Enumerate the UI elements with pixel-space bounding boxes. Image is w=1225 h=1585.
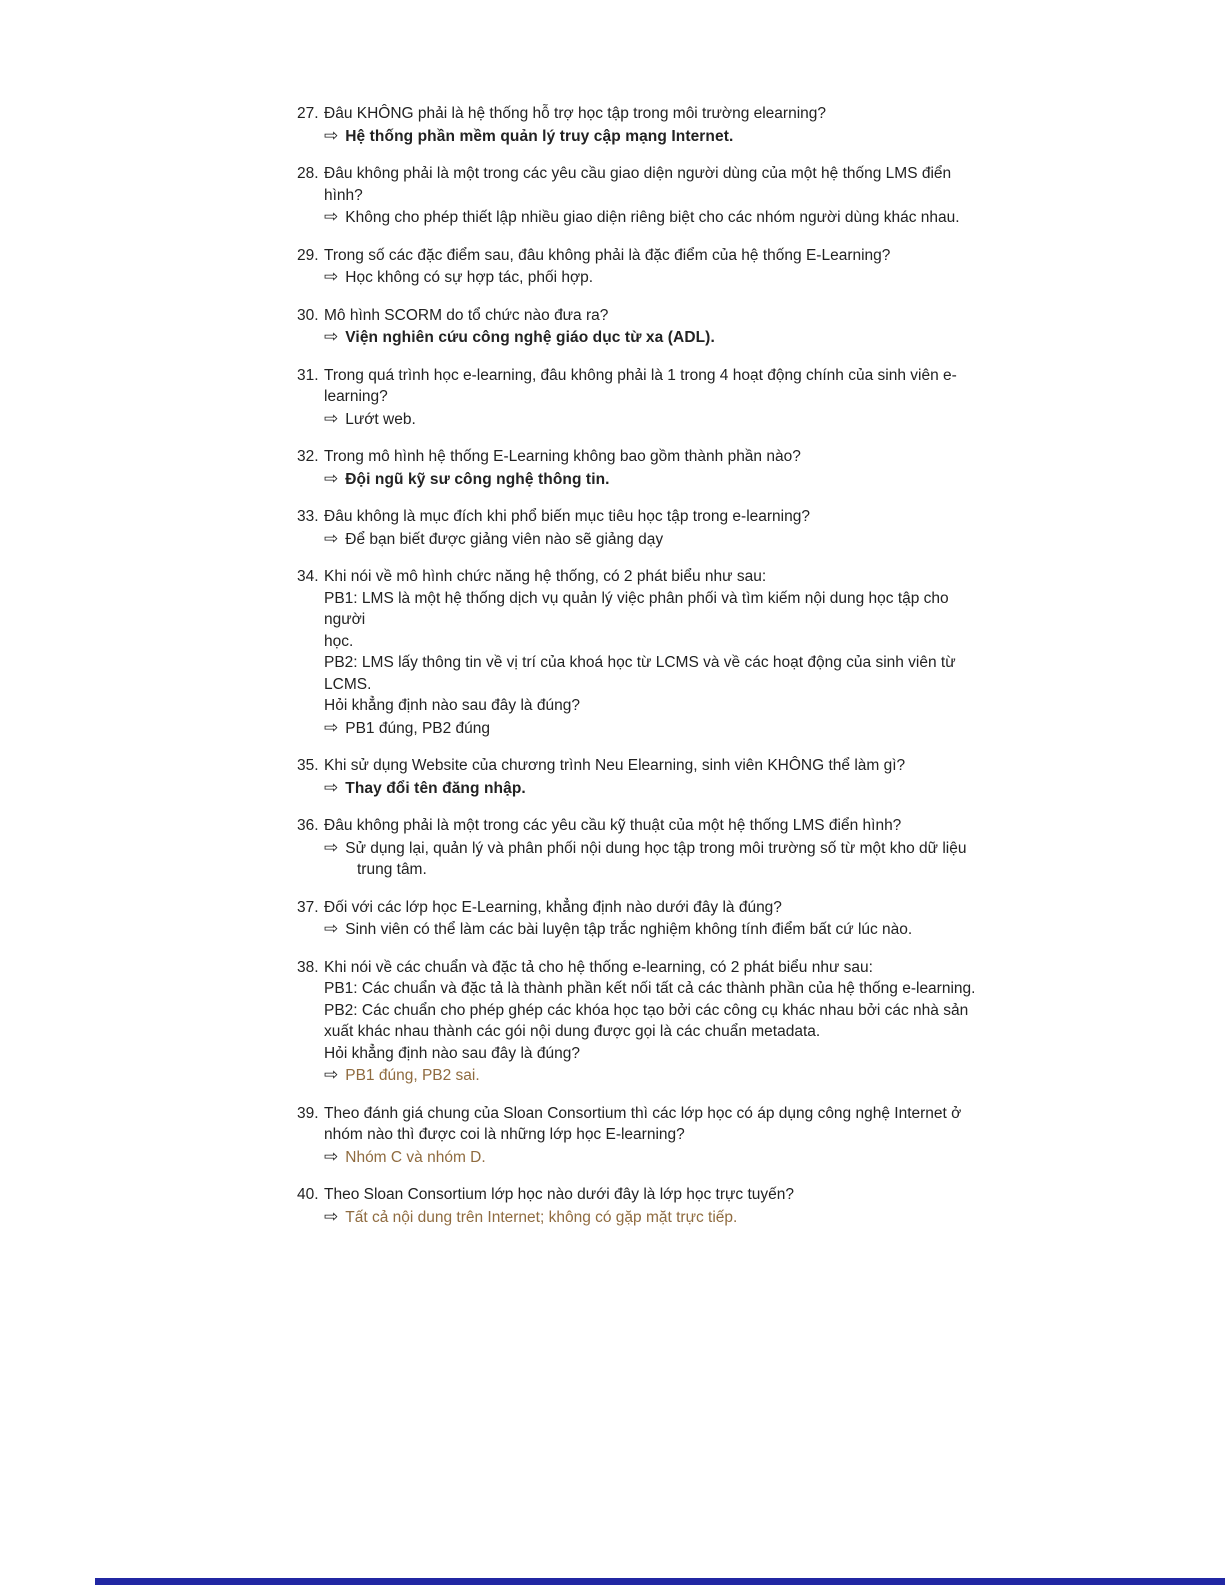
question-number: 35.	[297, 757, 319, 774]
footer-bar	[95, 1578, 1225, 1585]
question-body-line: PB2: LMS lấy thông tin về vị trí của khoá học từ LCMS và về các hoạt động của sinh viên từ	[324, 654, 956, 671]
question-line: nhóm nào thì được coi là những lớp học E-learning?	[324, 1126, 685, 1143]
question-line: Theo Sloan Consortium lớp học nào dưới đây là lớp học trực tuyến?	[324, 1186, 794, 1203]
answer-arrow-icon: ⇨	[324, 408, 339, 428]
question-item	[297, 1184, 987, 1228]
answer-text: Lướt web.	[345, 410, 416, 428]
question-content	[324, 957, 987, 1087]
question-item	[297, 305, 987, 349]
question-line: Khi nói về mô hình chức năng hệ thống, có 2 phát biểu như sau:	[324, 568, 767, 585]
answer-arrow-icon: ⇨	[324, 468, 339, 488]
question-item	[297, 103, 987, 147]
question-line: Khi sử dụng Website của chương trình Neu Elearning, sinh viên KHÔNG thể làm gì?	[324, 757, 906, 774]
question-content	[324, 815, 987, 881]
answer-line	[324, 266, 987, 289]
question-content	[324, 245, 987, 289]
answer-line	[324, 1146, 987, 1169]
question-number: 38.	[297, 958, 319, 976]
answer-text: Thay đổi tên đăng nhập.	[345, 779, 526, 797]
question-item	[297, 446, 987, 490]
answer-text: Đội ngũ kỹ sư công nghệ thông tin.	[345, 470, 610, 488]
answer-text: Để bạn biết được giảng viên nào sẽ giảng dạy	[345, 530, 664, 548]
question-number: 32.	[297, 448, 319, 465]
answer-text: Sinh viên có thể làm các bài luyện tập trắc nghiệm không tính điểm bất cứ lúc nào.	[345, 921, 913, 938]
question-number: 30.	[297, 306, 319, 324]
question-item	[297, 163, 987, 229]
answer-arrow-icon: ⇨	[324, 1146, 339, 1166]
question-item	[297, 566, 987, 739]
question-number: 28.	[297, 165, 319, 182]
question-number: 31.	[297, 366, 319, 384]
question-line: Đối với các lớp học E-Learning, khẳng định nào dưới đây là đúng?	[324, 898, 782, 916]
answer-line	[324, 777, 987, 800]
answer-arrow-icon: ⇨	[324, 717, 339, 737]
question-number: 36.	[297, 817, 319, 834]
answer-arrow-icon: ⇨	[324, 125, 339, 145]
answer-text: Tất cả nội dung trên Internet; không có gặp mặt trực tiếp.	[345, 1208, 738, 1226]
answer-line	[324, 408, 987, 431]
question-content	[324, 305, 987, 349]
question-line: Trong mô hình hệ thống E-Learning không bao gồm thành phần nào?	[324, 448, 801, 465]
question-item	[297, 245, 987, 289]
question-item	[297, 897, 987, 941]
question-content	[324, 506, 987, 550]
question-item	[297, 957, 987, 1087]
question-line: Trong quá trình học e-learning, đâu không phải là 1 trong 4 hoạt động chính của sinh viên e-	[324, 366, 957, 384]
question-content	[324, 897, 987, 941]
answer-line	[324, 1064, 987, 1087]
question-body-line: học.	[324, 632, 354, 650]
question-body-line: LCMS.	[324, 675, 372, 693]
question-line: Đâu không phải là một trong các yêu cầu kỹ thuật của một hệ thống LMS điển hình?	[324, 817, 902, 834]
answer-text: Viện nghiên cứu công nghệ giáo dục từ xa (ADL).	[345, 329, 715, 346]
question-line: Đâu không phải là một trong các yêu cầu giao diện người dùng của một hệ thống LMS điển hình?	[324, 165, 952, 204]
question-line: Mô hình SCORM do tổ chức nào đưa ra?	[324, 306, 609, 324]
answer-text: PB1 đúng, PB2 sai.	[345, 1067, 480, 1084]
answer-line	[324, 837, 987, 860]
answer-arrow-icon: ⇨	[324, 267, 339, 286]
answer-text: Sử dụng lại, quản lý và phân phối nội dung học tập trong môi trường số từ một kho dữ liệu	[345, 839, 967, 857]
question-number: 33.	[297, 508, 319, 525]
question-line: Đâu không là mục đích khi phổ biến mục tiêu học tập trong e-learning?	[324, 508, 810, 525]
question-body-line: PB1: Các chuẩn và đặc tả là thành phần kết nối tất cả các thành phần của hệ thống e-learning.	[324, 980, 976, 997]
answer-line	[324, 528, 987, 551]
question-body-line: Hỏi khẳng định nào sau đây là đúng?	[324, 1044, 580, 1062]
question-item	[297, 1103, 987, 1169]
question-body-line: PB2: Các chuẩn cho phép ghép các khóa học tạo bởi các công cụ khác nhau bởi các nhà sản	[324, 1001, 969, 1019]
quiz-question-list	[297, 103, 987, 1244]
question-item	[297, 365, 987, 431]
question-number: 27.	[297, 105, 319, 122]
question-line: learning?	[324, 388, 388, 405]
question-body-line: PB1: LMS là một hệ thống dịch vụ quản lý việc phân phối và tìm kiếm nội dung học tập cho người	[324, 589, 949, 628]
question-line: Trong số các đặc điểm sau, đâu không phải là đặc điểm của hệ thống E-Learning?	[324, 246, 891, 264]
answer-arrow-icon: ⇨	[324, 919, 339, 938]
question-body-line: Hỏi khẳng định nào sau đây là đúng?	[324, 697, 580, 714]
question-number: 34.	[297, 568, 319, 585]
answer-line	[324, 125, 987, 148]
answer-line	[324, 326, 987, 349]
question-content	[324, 163, 987, 229]
answer-arrow-icon: ⇨	[324, 1206, 339, 1226]
answer-text: Nhóm C và nhóm D.	[345, 1148, 486, 1166]
answer-text: Hệ thống phần mềm quản lý truy cập mạng Internet.	[345, 127, 734, 145]
answer-arrow-icon: ⇨	[324, 327, 339, 346]
question-body-line: xuất khác nhau thành các gói nội dung được gọi là các chuẩn metadata.	[324, 1023, 821, 1040]
question-content	[324, 1184, 987, 1228]
question-item	[297, 755, 987, 799]
answer-line	[324, 717, 987, 740]
question-content	[324, 1103, 987, 1169]
question-item	[297, 506, 987, 550]
question-line: Đâu KHÔNG phải là hệ thống hỗ trợ học tập trong môi trường elearning?	[324, 105, 827, 122]
question-number: 39.	[297, 1104, 319, 1122]
answer-line	[324, 206, 987, 229]
question-content	[324, 365, 987, 431]
question-content	[324, 755, 987, 799]
answer-line	[324, 918, 987, 941]
question-item	[297, 815, 987, 881]
answer-arrow-icon: ⇨	[324, 837, 339, 857]
question-line: Theo đánh giá chung của Sloan Consortium thì các lớp học có áp dụng công nghệ Internet ở	[324, 1104, 962, 1122]
question-number: 40.	[297, 1186, 319, 1203]
answer-text: PB1 đúng, PB2 đúng	[345, 719, 491, 737]
answer-line	[324, 468, 987, 491]
question-content	[324, 103, 987, 147]
question-content	[324, 566, 987, 739]
question-content	[324, 446, 987, 490]
answer-line	[324, 1206, 987, 1229]
answer-arrow-icon: ⇨	[324, 207, 339, 226]
answer-arrow-icon: ⇨	[324, 528, 339, 548]
answer-text: Học không có sự hợp tác, phối hợp.	[345, 269, 594, 286]
answer-continuation-line: trung tâm.	[357, 861, 427, 878]
answer-arrow-icon: ⇨	[324, 777, 339, 797]
question-line: Khi nói về các chuẩn và đặc tả cho hệ thống e-learning, có 2 phát biểu như sau:	[324, 958, 873, 976]
question-number: 29.	[297, 246, 319, 264]
answer-text: Không cho phép thiết lập nhiều giao diện riêng biệt cho các nhóm người dùng khác nhau.	[345, 209, 960, 226]
question-number: 37.	[297, 898, 319, 916]
answer-arrow-icon: ⇨	[324, 1065, 339, 1084]
